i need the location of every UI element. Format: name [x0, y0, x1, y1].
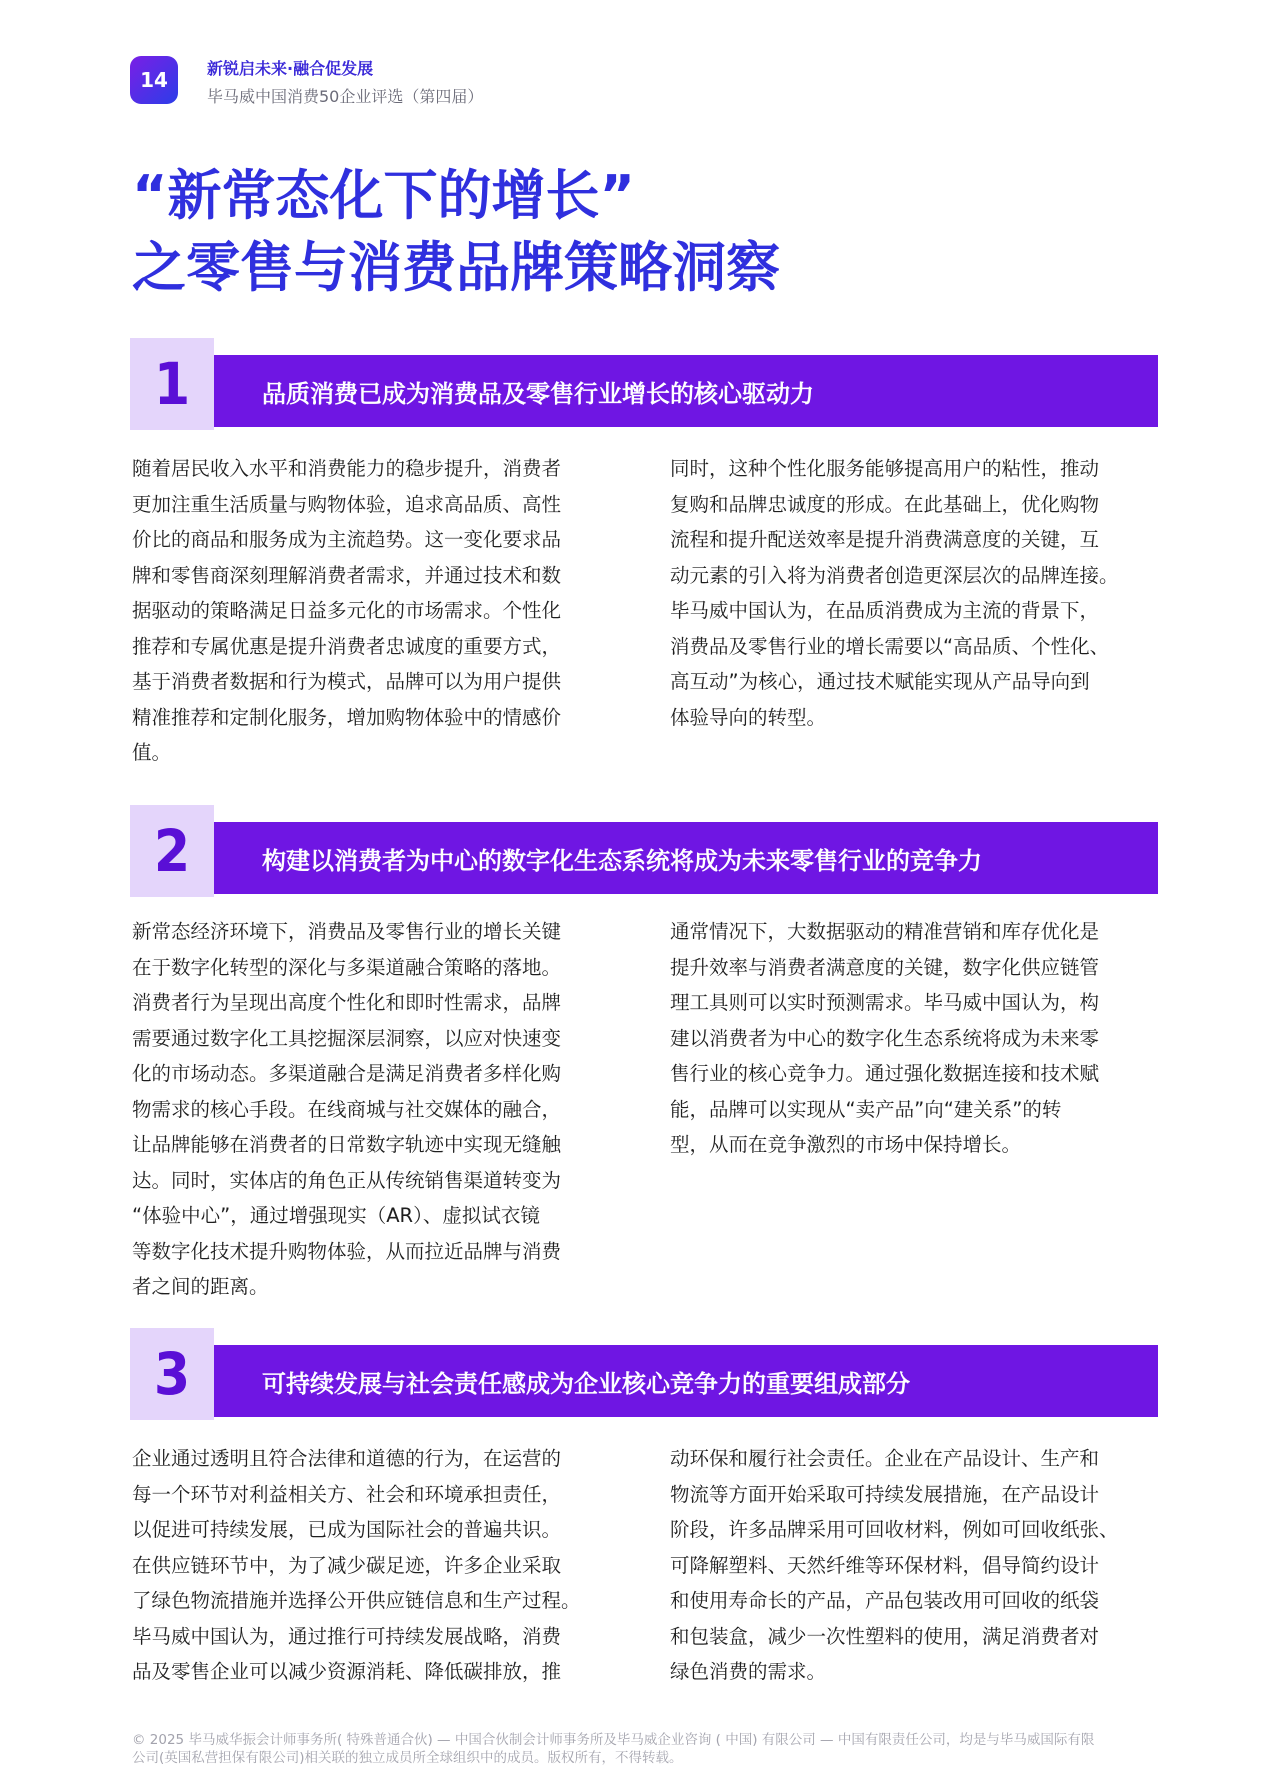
section-1-heading: 品质消费已成为消费品及零售行业增长的核心驱动力	[214, 355, 1158, 427]
copyright-footer	[132, 1731, 1162, 1767]
paragraph-line: 精准推荐和定制化服务，增加购物体验中的情感价	[132, 705, 562, 729]
paragraph-line: 高互动”为核心，通过技术赋能实现从产品导向到	[670, 670, 1090, 693]
paragraph-line: 能，品牌可以实现从“卖产品”向“建关系”的转	[670, 1097, 1062, 1121]
page-title-line-1: “新常态化下的增长”	[132, 164, 635, 227]
paragraph-line: 阶段，许多品牌采用可回收材料，例如可回收纸张、	[670, 1518, 1119, 1541]
paragraph-line: 基于消费者数据和行为模式，品牌可以为用户提供	[132, 670, 562, 693]
section-2-heading: 构建以消费者为中心的数字化生态系统将成为未来零售行业的竞争力	[214, 822, 1158, 894]
paragraph-line: 牌和零售商深刻理解消费者需求，并通过技术和数	[132, 563, 562, 587]
section-1-left-column	[132, 451, 622, 771]
paragraph-line: 绿色消费的需求。	[670, 1660, 827, 1683]
paragraph-line: 价比的商品和服务成为主流趋势。这一变化要求品	[132, 528, 562, 551]
paragraph-line: 在供应链环节中，为了减少碳足迹，许多企业采取	[132, 1553, 562, 1577]
paragraph-line: 物流等方面开始采取可持续发展措施，在产品设计	[670, 1482, 1100, 1506]
paragraph-line: 通常情况下，大数据驱动的精准营销和库存优化是	[670, 920, 1100, 943]
paragraph-line: 让品牌能够在消费者的日常数字轨迹中实现无缝触	[132, 1133, 562, 1156]
paragraph-line: 和包装盒，减少一次性塑料的使用，满足消费者对	[670, 1624, 1100, 1648]
paragraph-line: “体验中心”，通过增强现实（AR）、虚拟试衣镜	[132, 1204, 540, 1227]
paragraph-line: 复购和品牌忠诚度的形成。在此基础上，优化购物	[670, 492, 1100, 516]
paragraph-line: 物需求的核心手段。在线商城与社交媒体的融合，	[132, 1097, 562, 1121]
paragraph-line: 提升效率与消费者满意度的关键，数字化供应链管	[670, 955, 1100, 979]
section-1-number: 1	[130, 338, 214, 430]
paragraph-line: 以促进可持续发展，已成为国际社会的普遍共识。	[132, 1518, 562, 1541]
paragraph-line: 了绿色物流措施并选择公开供应链信息和生产过程。	[132, 1589, 581, 1612]
footer-line-1: © 2025 毕马威华振会计师事务所( 特殊普通合伙) — 中国合伙制会计师事务所及毕马威企业咨询 ( 中国) 有限公司 — 中国有限责任公司，均是与毕马威国际有限	[132, 1732, 1095, 1748]
page-title-line-2: 之零售与消费品牌策略洞察	[132, 236, 780, 299]
section-1-right-column	[670, 451, 1160, 735]
paragraph-line: 消费者行为呈现出高度个性化和即时性需求，品牌	[132, 991, 562, 1014]
section-3-left-column	[132, 1441, 622, 1690]
footer-line-2: 公司(英国私营担保有限公司)相关联的独立成员所全球组织中的成员。版权所有，不得转载。	[132, 1750, 683, 1766]
paragraph-line: 毕马威中国认为，通过推行可持续发展战略，消费	[132, 1624, 562, 1648]
page-number-badge: 14	[130, 56, 178, 104]
section-3-right-column	[670, 1441, 1160, 1690]
paragraph-line: 每一个环节对利益相关方、社会和环境承担责任，	[132, 1482, 562, 1506]
paragraph-line: 理工具则可以实时预测需求。毕马威中国认为，构	[670, 991, 1100, 1014]
paragraph-line: 动环保和履行社会责任。企业在产品设计、生产和	[670, 1447, 1100, 1470]
page-title	[132, 160, 780, 304]
paragraph-line: 毕马威中国认为，在品质消费成为主流的背景下，	[670, 599, 1100, 622]
paragraph-line: 化的市场动态。多渠道融合是满足消费者多样化购	[132, 1062, 562, 1085]
paragraph-line: 达。同时，实体店的角色正从传统销售渠道转变为	[132, 1168, 562, 1192]
paragraph-line: 流程和提升配送效率是提升消费满意度的关键，互	[670, 528, 1100, 551]
section-2-right-column	[670, 914, 1160, 1163]
section-2-number: 2	[130, 805, 214, 897]
paragraph-line: 建以消费者为中心的数字化生态系统将成为未来零	[670, 1026, 1100, 1050]
header-report-name: 毕马威中国消费50企业评选（第四届）	[207, 87, 484, 106]
paragraph-line: 动元素的引入将为消费者创造更深层次的品牌连接。	[670, 563, 1119, 587]
header-slogan: 新锐启未来·融合促发展	[207, 59, 374, 78]
paragraph-line: 值。	[132, 741, 172, 764]
paragraph-line: 者之间的距离。	[132, 1275, 269, 1298]
paragraph-line: 等数字化技术提升购物体验，从而拉近品牌与消费	[132, 1239, 562, 1263]
paragraph-line: 品及零售企业可以减少资源消耗、降低碳排放，推	[132, 1660, 562, 1683]
paragraph-line: 可降解塑料、天然纤维等环保材料，倡导简约设计	[670, 1553, 1100, 1577]
paragraph-line: 推荐和专属优惠是提升消费者忠诚度的重要方式，	[132, 634, 562, 658]
paragraph-line: 需要通过数字化工具挖掘深层洞察，以应对快速变	[132, 1026, 562, 1050]
section-3-heading: 可持续发展与社会责任感成为企业核心竞争力的重要组成部分	[214, 1345, 1158, 1417]
paragraph-line: 同时，这种个性化服务能够提高用户的粘性，推动	[670, 457, 1100, 480]
section-2-left-column	[132, 914, 622, 1305]
section-3-number: 3	[130, 1328, 214, 1420]
paragraph-line: 和使用寿命长的产品，产品包装改用可回收的纸袋	[670, 1589, 1100, 1612]
paragraph-line: 更加注重生活质量与购物体验，追求高品质、高性	[132, 492, 562, 516]
paragraph-line: 企业通过透明且符合法律和道德的行为，在运营的	[132, 1447, 562, 1470]
paragraph-line: 新常态经济环境下，消费品及零售行业的增长关键	[132, 920, 562, 943]
paragraph-line: 据驱动的策略满足日益多元化的市场需求。个性化	[132, 599, 562, 622]
paragraph-line: 随着居民收入水平和消费能力的稳步提升，消费者	[132, 457, 562, 480]
paragraph-line: 售行业的核心竞争力。通过强化数据连接和技术赋	[670, 1062, 1100, 1085]
paragraph-line: 体验导向的转型。	[670, 705, 827, 729]
paragraph-line: 消费品及零售行业的增长需要以“高品质、个性化、	[670, 634, 1110, 658]
paragraph-line: 在于数字化转型的深化与多渠道融合策略的落地。	[132, 955, 562, 979]
paragraph-line: 型，从而在竞争激烈的市场中保持增长。	[670, 1133, 1022, 1156]
